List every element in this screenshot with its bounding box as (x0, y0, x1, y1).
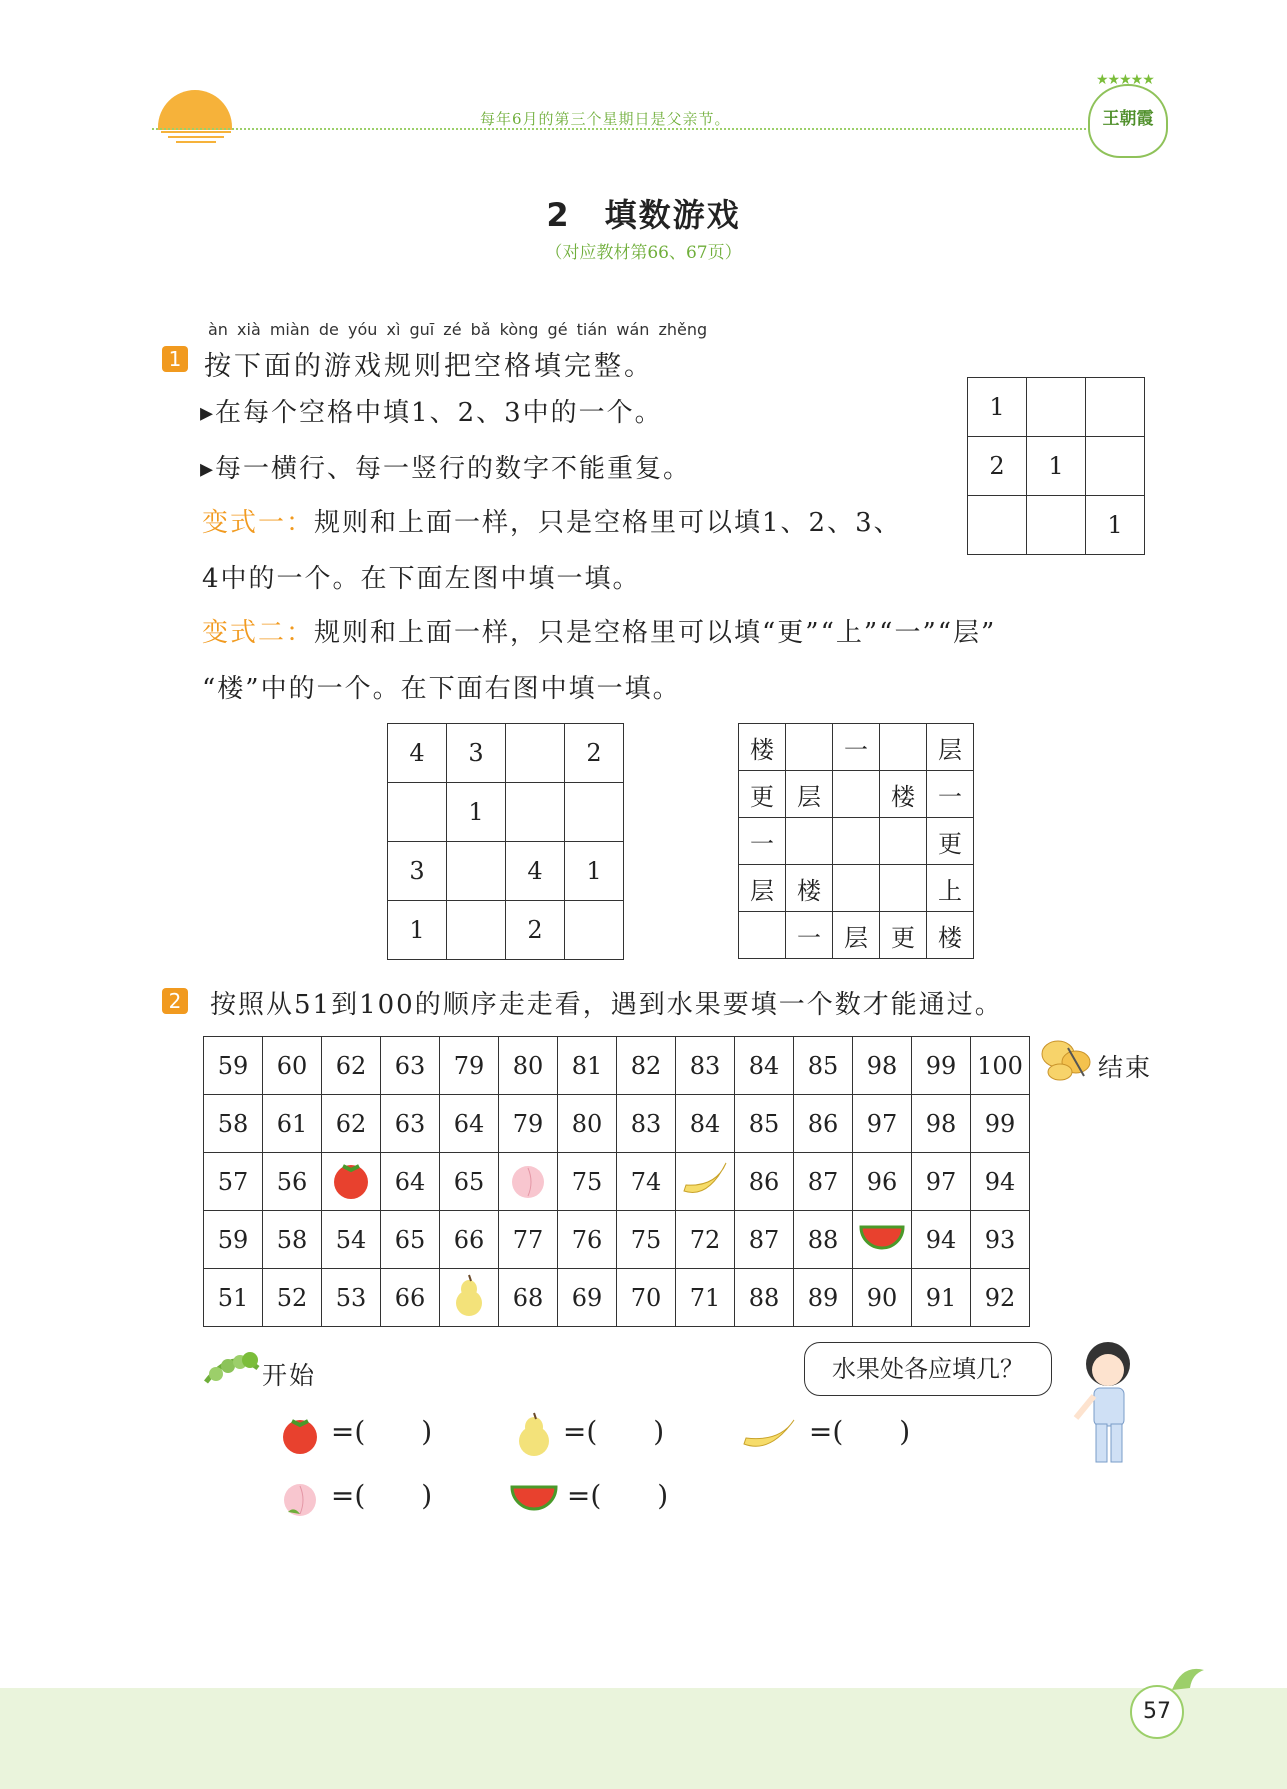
road-cell: 75 (617, 1211, 676, 1269)
grid-cell[interactable] (739, 912, 786, 959)
q1-rule-2: ▸每一横行、每一竖行的数字不能重复。 (200, 454, 692, 484)
road-cell: 94 (971, 1153, 1030, 1211)
road-cell: 71 (676, 1269, 735, 1327)
grid-cell: 4 (388, 724, 447, 783)
grid-cell: 层 (927, 724, 974, 771)
q2-number: 2 (162, 988, 188, 1014)
road-cell: 100 (971, 1037, 1030, 1095)
q1-pinyin: àn xià miàn de yóu xì guī zé bǎ kòng gé tián wán zhěng (208, 320, 708, 339)
road-cell: 98 (853, 1037, 912, 1095)
road-cell: 75 (558, 1153, 617, 1211)
footer-ground (0, 1688, 1287, 1789)
road-cell: 64 (381, 1153, 440, 1211)
brand-badge-text: 王朝霞 (1102, 109, 1154, 129)
grid-cell: 1 (1027, 437, 1086, 496)
q1-rule-1: ▸在每个空格中填1、2、3中的一个。 (200, 398, 663, 428)
road-cell: 74 (617, 1153, 676, 1211)
page-title: 2 填数游戏 (546, 196, 741, 234)
grid-cell[interactable] (565, 901, 624, 960)
road-cell: 98 (912, 1095, 971, 1153)
road-cell: 88 (735, 1269, 794, 1327)
sun-lines (152, 128, 240, 146)
grid-cell: 1 (968, 378, 1027, 437)
grid-cell: 1 (565, 842, 624, 901)
page-subtitle: （对应教材第66、67页） (545, 243, 742, 263)
tomato-icon[interactable] (322, 1153, 381, 1211)
road-cell: 90 (853, 1269, 912, 1327)
grid-cell: 层 (786, 771, 833, 818)
brand-badge (1088, 72, 1168, 158)
end-label: 结束 (1098, 1053, 1153, 1082)
variant-2-label: 变式二： (202, 618, 315, 648)
road-cell: 61 (263, 1095, 322, 1153)
butterfly-icon (1040, 1036, 1094, 1084)
number-road-grid (203, 1036, 1030, 1327)
road-cell: 96 (853, 1153, 912, 1211)
road-cell: 83 (676, 1037, 735, 1095)
grid-cell: 层 (833, 912, 880, 959)
road-cell: 99 (971, 1095, 1030, 1153)
road-cell: 62 (322, 1095, 381, 1153)
grid-cell[interactable] (1027, 496, 1086, 555)
caterpillar-icon (202, 1338, 262, 1388)
road-cell: 77 (499, 1211, 558, 1269)
grid-cell[interactable] (833, 865, 880, 912)
grid-cell[interactable] (880, 865, 927, 912)
answer-watermelon (510, 1474, 668, 1514)
grid-cell: 3 (388, 842, 447, 901)
pear-icon (514, 1411, 554, 1457)
grid-cell[interactable] (1086, 437, 1145, 496)
road-cell: 53 (322, 1269, 381, 1327)
speech-bubble: 水果处各应填几？ (804, 1342, 1052, 1396)
grid-cell[interactable] (1027, 378, 1086, 437)
grid-cell: 1 (447, 783, 506, 842)
q1-number: 1 (162, 346, 188, 372)
grid-cell: 2 (565, 724, 624, 783)
grid-cell: 一 (786, 912, 833, 959)
grid-cell[interactable] (833, 818, 880, 865)
sun-logo-icon (158, 90, 232, 130)
road-cell: 82 (617, 1037, 676, 1095)
grid-cell: 2 (506, 901, 565, 960)
road-cell: 59 (204, 1037, 263, 1095)
q2-text: 按照从51到100的顺序走走看，遇到水果要填一个数才能通过。 (210, 990, 1003, 1020)
grid-cell: 一 (927, 771, 974, 818)
road-cell: 69 (558, 1269, 617, 1327)
grid-cell[interactable] (880, 818, 927, 865)
variant-1-text: 规则和上面一样，只是空格里可以填1、2、3、 (314, 508, 902, 538)
answer-banana (740, 1410, 910, 1454)
road-cell: 63 (381, 1037, 440, 1095)
answer-eq-pear: =( ) (562, 1415, 665, 1448)
road-cell: 85 (735, 1095, 794, 1153)
grid-cell: 更 (927, 818, 974, 865)
road-cell: 97 (912, 1153, 971, 1211)
q1-text: 按下面的游戏规则把空格填完整。 (204, 351, 654, 382)
road-cell: 79 (440, 1037, 499, 1095)
grid-cell[interactable] (506, 724, 565, 783)
grid-cell[interactable] (880, 724, 927, 771)
grid-cell: 2 (968, 437, 1027, 496)
road-cell: 99 (912, 1037, 971, 1095)
answer-peach (278, 1474, 432, 1520)
road-cell: 80 (558, 1095, 617, 1153)
q1-variant-1 (202, 502, 902, 539)
road-cell: 94 (912, 1211, 971, 1269)
grid-5x5-chars (738, 723, 974, 959)
road-cell: 62 (322, 1037, 381, 1095)
road-cell: 65 (381, 1211, 440, 1269)
grid-cell: 层 (739, 865, 786, 912)
grid-cell[interactable] (833, 771, 880, 818)
grid-cell: 楼 (786, 865, 833, 912)
girl-character-icon (1066, 1336, 1146, 1476)
grid-cell[interactable] (447, 842, 506, 901)
variant-1-label: 变式一： (202, 508, 315, 538)
answer-pear (514, 1410, 664, 1457)
grid-cell[interactable] (447, 901, 506, 960)
variant-2-text: 规则和上面一样，只是空格里可以填“更”“上”“一”“层” (314, 618, 997, 648)
answer-eq-peach: =( ) (330, 1479, 433, 1512)
grid-3x3 (967, 377, 1145, 555)
grid-cell: 楼 (739, 724, 786, 771)
answer-eq-banana: =( ) (808, 1415, 911, 1448)
road-cell: 70 (617, 1269, 676, 1327)
road-cell: 92 (971, 1269, 1030, 1327)
grid-cell[interactable] (1086, 378, 1145, 437)
peach-icon[interactable] (499, 1153, 558, 1211)
grid-4x4 (387, 723, 624, 960)
grid-cell: 更 (739, 771, 786, 818)
grid-cell[interactable] (565, 783, 624, 842)
banana-icon (740, 1414, 800, 1454)
grid-cell[interactable] (968, 496, 1027, 555)
road-cell: 86 (794, 1095, 853, 1153)
q1-variant-1-line2: 4中的一个。在下面左图中填一填。 (202, 564, 641, 594)
road-cell: 84 (676, 1095, 735, 1153)
grid-cell: 3 (447, 724, 506, 783)
grid-cell: 一 (739, 818, 786, 865)
road-cell: 79 (499, 1095, 558, 1153)
road-cell: 83 (617, 1095, 676, 1153)
road-cell: 56 (263, 1153, 322, 1211)
road-cell: 65 (440, 1153, 499, 1211)
road-cell: 87 (794, 1153, 853, 1211)
road-cell: 57 (204, 1153, 263, 1211)
tomato-icon (278, 1413, 322, 1455)
grid-cell: 更 (880, 912, 927, 959)
road-cell: 87 (735, 1211, 794, 1269)
road-cell: 51 (204, 1269, 263, 1327)
road-cell: 81 (558, 1037, 617, 1095)
road-cell: 88 (794, 1211, 853, 1269)
road-cell: 58 (263, 1211, 322, 1269)
road-cell: 84 (735, 1037, 794, 1095)
grid-cell: 一 (833, 724, 880, 771)
road-cell: 68 (499, 1269, 558, 1327)
grid-cell[interactable] (786, 724, 833, 771)
grid-cell: 1 (1086, 496, 1145, 555)
road-cell: 60 (263, 1037, 322, 1095)
answer-eq-tomato: =( ) (330, 1415, 433, 1448)
road-cell: 97 (853, 1095, 912, 1153)
grid-cell: 上 (927, 865, 974, 912)
grid-cell: 楼 (880, 771, 927, 818)
grid-cell[interactable] (506, 783, 565, 842)
road-cell: 86 (735, 1153, 794, 1211)
road-cell: 66 (440, 1211, 499, 1269)
grid-cell: 4 (506, 842, 565, 901)
road-cell: 72 (676, 1211, 735, 1269)
road-cell: 80 (499, 1037, 558, 1095)
road-cell: 76 (558, 1211, 617, 1269)
watermelon-icon (510, 1483, 558, 1513)
banana-icon[interactable] (676, 1153, 735, 1211)
watermelon-icon[interactable] (853, 1211, 912, 1269)
start-label: 开始 (262, 1361, 317, 1390)
road-cell: 91 (912, 1269, 971, 1327)
road-cell: 59 (204, 1211, 263, 1269)
road-cell: 63 (381, 1095, 440, 1153)
grid-cell: 1 (388, 901, 447, 960)
answer-tomato (278, 1410, 432, 1455)
q1-variant-2-line2: “楼”中的一个。在下面右图中填一填。 (202, 674, 681, 704)
road-cell: 89 (794, 1269, 853, 1327)
answer-eq-watermelon: =( ) (566, 1479, 669, 1512)
grid-cell[interactable] (786, 818, 833, 865)
stars-icon: ★★★★★ (1096, 72, 1154, 88)
header-note: 每年6月的第三个星期日是父亲节。 (480, 110, 731, 128)
q1-variant-2 (202, 612, 996, 649)
peach-icon (278, 1476, 322, 1520)
page-number: 57 (1130, 1685, 1184, 1739)
road-cell: 58 (204, 1095, 263, 1153)
road-cell: 52 (263, 1269, 322, 1327)
road-cell: 66 (381, 1269, 440, 1327)
road-cell: 93 (971, 1211, 1030, 1269)
pear-icon[interactable] (440, 1269, 499, 1327)
grid-cell[interactable] (388, 783, 447, 842)
grid-cell: 楼 (927, 912, 974, 959)
road-cell: 85 (794, 1037, 853, 1095)
road-cell: 64 (440, 1095, 499, 1153)
road-cell: 54 (322, 1211, 381, 1269)
